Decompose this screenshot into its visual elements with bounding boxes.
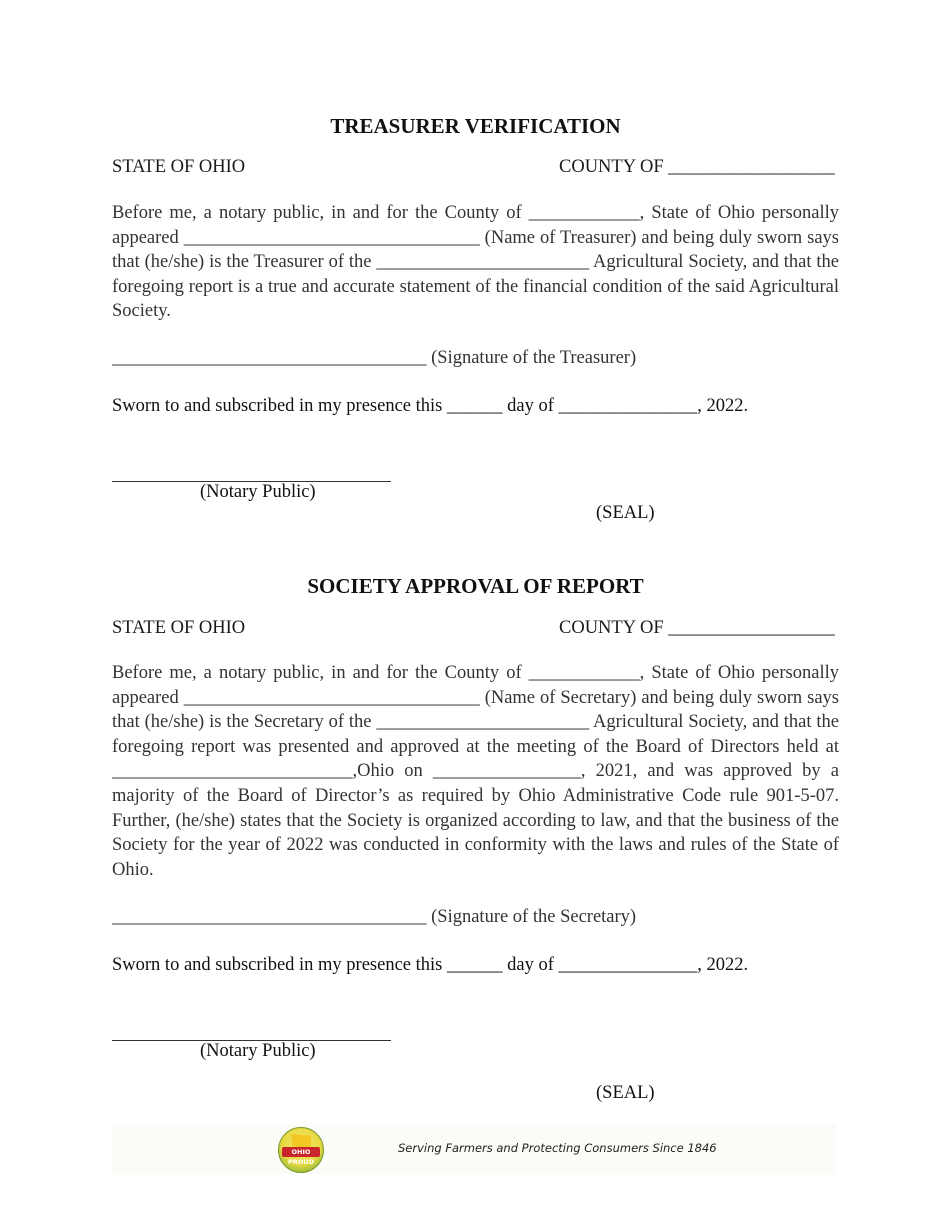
logo-text: OHIO PROUD bbox=[282, 1147, 320, 1157]
footer-banner bbox=[112, 1124, 836, 1174]
footer-tagline: Serving Farmers and Protecting Consumers Since 1846 bbox=[398, 1141, 717, 1155]
state-label: STATE OF OHIO bbox=[112, 157, 246, 177]
notary-public-label: (Notary Public) bbox=[200, 482, 316, 502]
seal-label: (SEAL) bbox=[596, 503, 655, 523]
treasurer-verification-title: TREASURER VERIFICATION bbox=[330, 114, 621, 138]
document-page bbox=[112, 0, 839, 1230]
notary-public-label: (Notary Public) bbox=[200, 1041, 316, 1061]
sworn-statement: Sworn to and subscribed in my presence this ______ day of _______________, 2022. bbox=[112, 396, 749, 416]
county-field: COUNTY OF __________________ bbox=[559, 157, 835, 177]
state-label: STATE OF OHIO bbox=[112, 618, 246, 638]
sworn-statement: Sworn to and subscribed in my presence this ______ day of _______________, 2022. bbox=[112, 955, 749, 975]
society-approval-title: SOCIETY APPROVAL OF REPORT bbox=[307, 574, 644, 598]
county-field: COUNTY OF __________________ bbox=[559, 618, 835, 638]
treasurer-signature-line: __________________________________ (Signature of the Treasurer) bbox=[112, 348, 637, 368]
ohio-proud-logo-icon bbox=[278, 1127, 324, 1173]
secretary-signature-line: __________________________________ (Signature of the Secretary) bbox=[112, 907, 637, 927]
seal-label: (SEAL) bbox=[596, 1083, 655, 1103]
treasurer-paragraph: Before me, a notary public, in and for the County of ____________, State of Ohio personally appeared ________________________________ (Name of Treasurer) and being duly sworn says that (he/she) is the Treasurer of the _______________________ Agricultural Society, and that the foregoing report is a true and accurate statement of the financial condition of the said Agricultural Society. bbox=[112, 203, 839, 322]
secretary-paragraph: Before me, a notary public, in and for the County of ____________, State of Ohio personally appeared ________________________________ (Name of Secretary) and being duly sworn says that (he/she) is the Secretary of the _______________________ Agricultural Society, and that the foregoing report was presented and approved at the meeting of the Board of Directors held at __________________________,Ohio on ________________, 2021, and was approved by a majority of the Board of Director’s as required by Ohio Administrative Code rule 901-5-07. Further, (he/she) states that the Society is organized according to law, and that the business of the Society for the year of 2022 was conducted in conformity with the laws and rules of the State of Ohio. bbox=[112, 663, 839, 880]
